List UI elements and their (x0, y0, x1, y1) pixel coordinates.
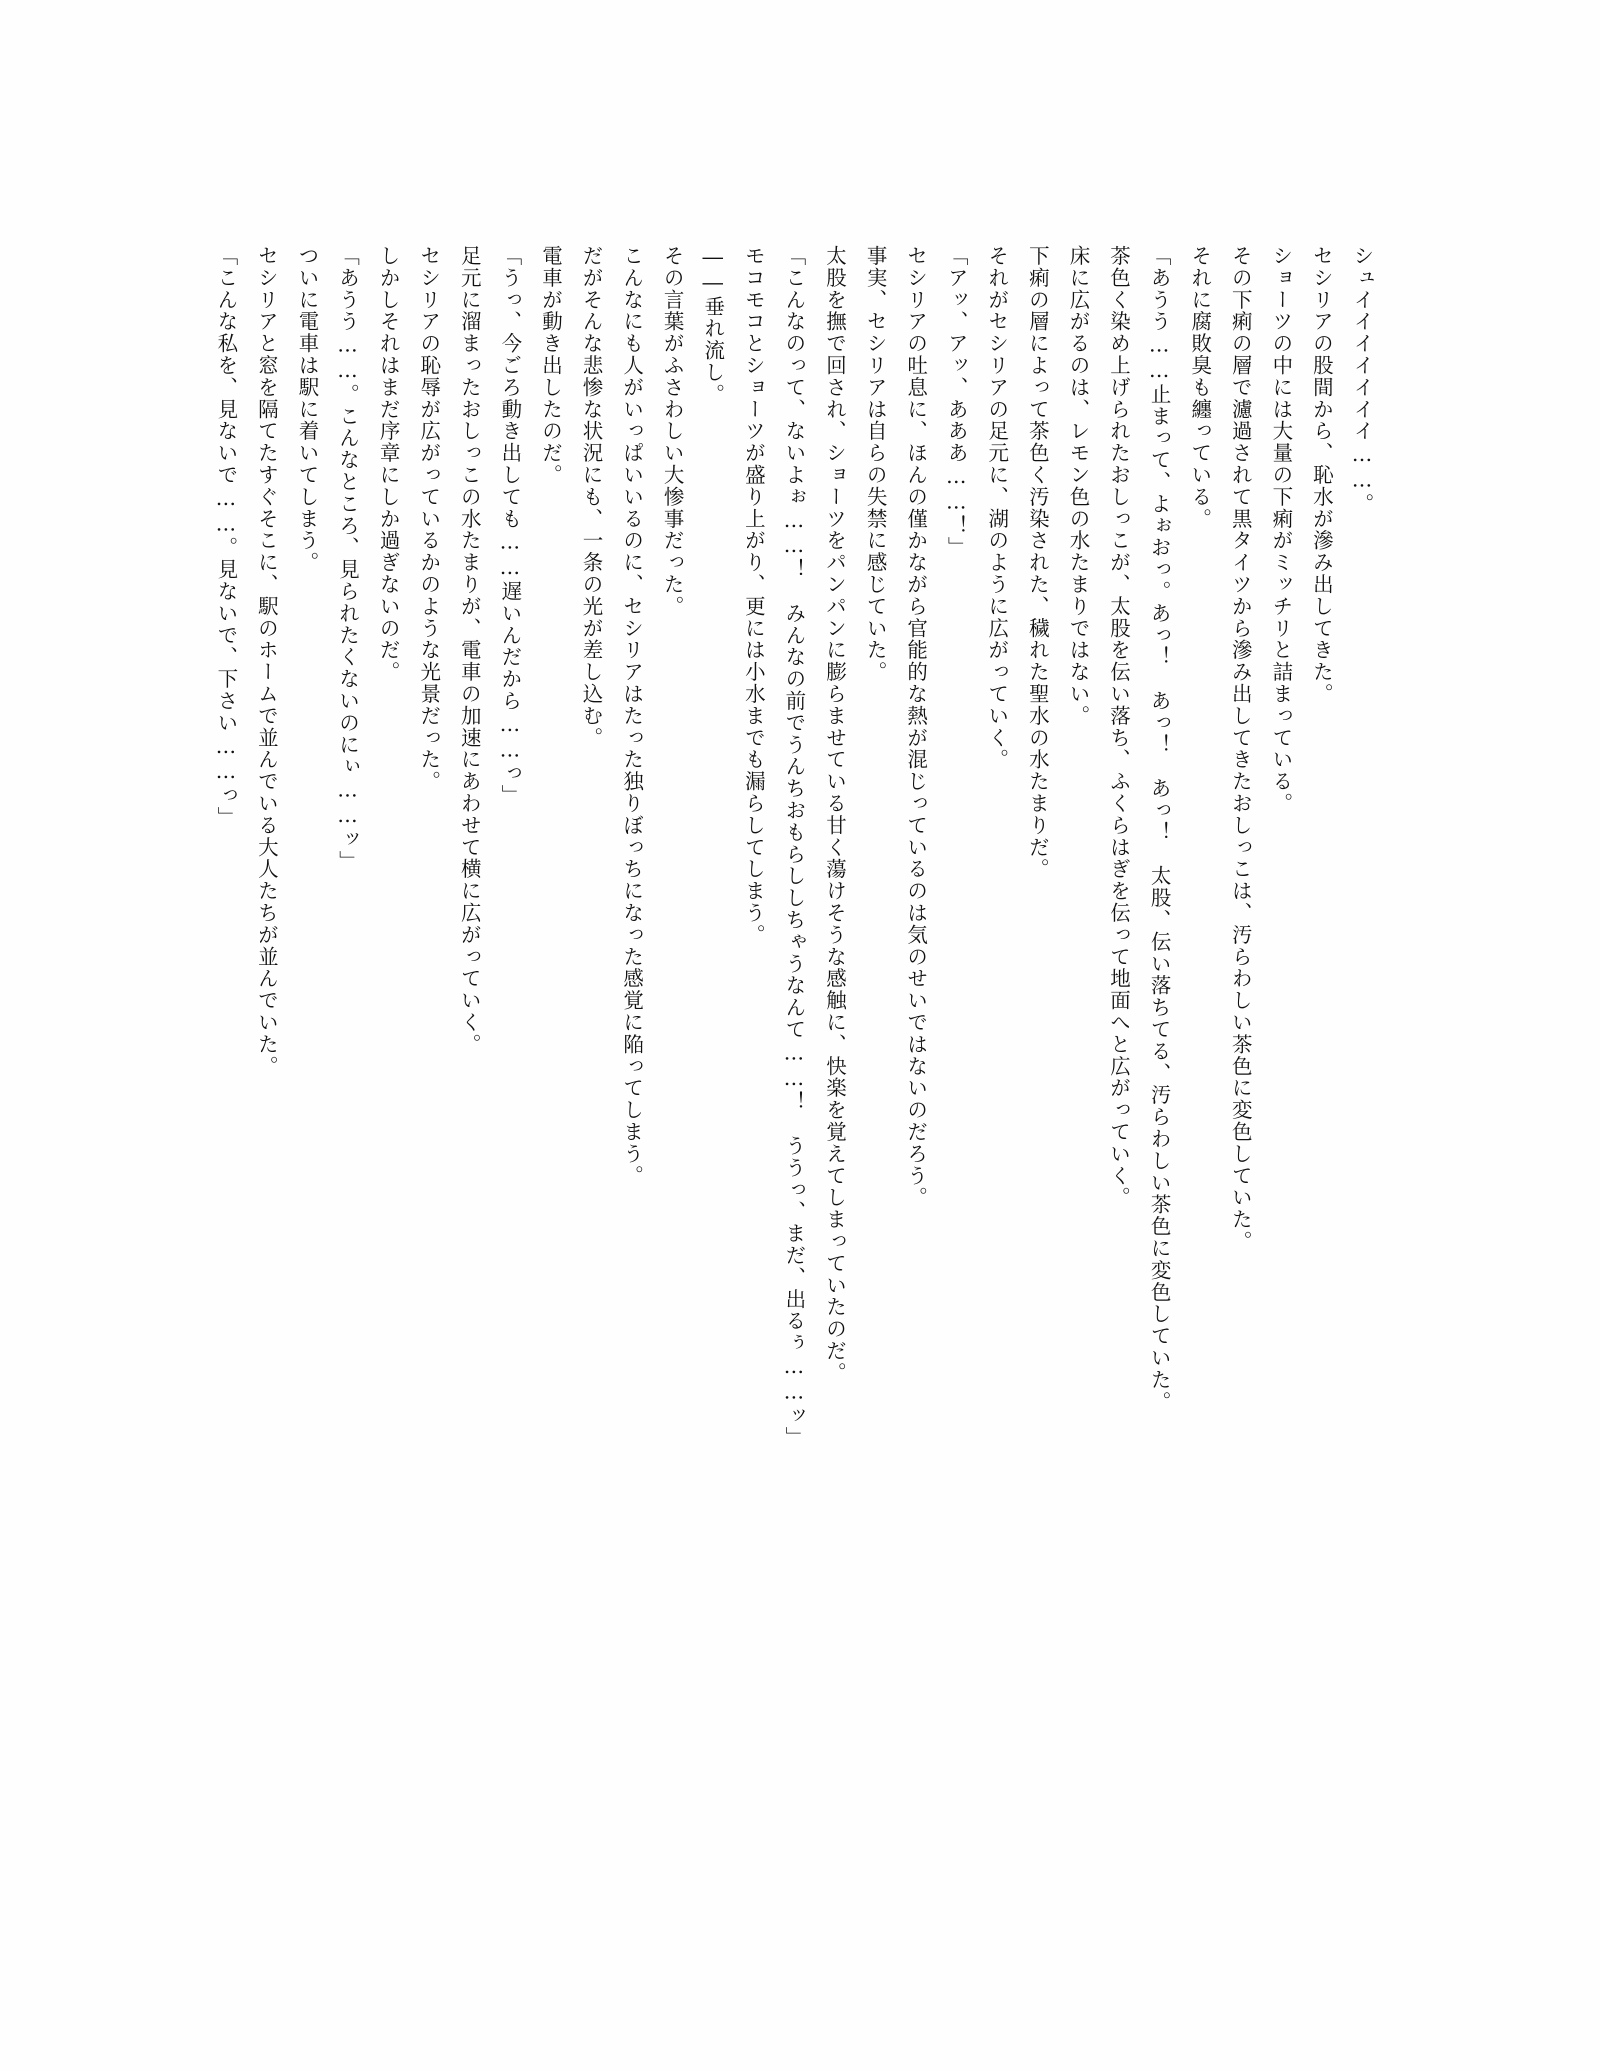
text-line: 「こんなのって、ないよぉ……！ みんなの前でうんちおもらししちゃうなんて……！ ううっ、まだ、出るぅ……ッ」 (781, 245, 806, 1449)
text-line: その下痢の層で濾過されて黒タイツから滲み出してきたおしっこは、汚らわしい茶色に変色していた。 (1228, 245, 1253, 1253)
text-line: セシリアの恥辱が広がっているかのような光景だった。 (416, 245, 441, 793)
text-line: 下痢の層によって茶色く汚染された、穢れた聖水の水たまりだ。 (1025, 245, 1050, 881)
text-line: 「うっ、今ごろ動き出しても……遅いんだから……っ」 (497, 245, 522, 807)
text-line: シュイイイイイイイ……。 (1350, 245, 1374, 515)
text-line: それがセシリアの足元に、湖のように広がっていく。 (984, 245, 1009, 771)
text-line: セシリアと窓を隔てたすぐそこに、駅のホームで並んでいる大人たちが並んでいた。 (254, 245, 279, 1078)
text-line: 床に広がるのは、レモン色の水たまりではない。 (1065, 245, 1090, 727)
text-line: 「あうう……止まって、よぉおっ。あっ！ あっ！ あっ！ 太股、伝い落ちてる、汚らわしい茶色に変色していた。 (1147, 245, 1172, 1413)
text-line: 「アッ、アッ、あああ……！」 (944, 245, 969, 559)
text-line: それに腐敗臭も纏っている。 (1187, 245, 1212, 530)
text-line: 太股を撫で回され、ショーツをパンパンに膨らませている甘く蕩けそうな感触に、快楽を覚えてしまっていたのだ。 (822, 245, 847, 1384)
novel-body-text (205, 245, 1382, 1845)
text-line: 「こんな私を、見ないで……。見ないで、下さい……っ」 (213, 245, 238, 829)
text-line: 茶色く染め上げられたおしっこが、太股を伝い落ち、ふくらはぎを伝って地面へと広がっていく。 (1106, 245, 1131, 1209)
text-line: セシリアの吐息に、ほんの僅かながら官能的な熱が混じっているのは気のせいではないのだろう。 (903, 245, 928, 1209)
text-line: その言葉がふさわしい大惨事だった。 (660, 245, 685, 618)
text-line: ついに電車は駅に着いてしまう。 (294, 245, 319, 574)
text-line: ショーツの中には大量の下痢がミッチリと詰まっている。 (1268, 245, 1293, 815)
text-line: 足元に溜まったおしっこの水たまりが、電車の加速にあわせて横に広がっていく。 (457, 245, 482, 1056)
text-line: 事実、セシリアは自らの失禁に感じていた。 (863, 245, 888, 683)
text-line: ――垂れ流し。 (700, 245, 725, 406)
text-line: しかしそれはまだ序章にしか過ぎないのだ。 (376, 245, 401, 683)
text-line: こんなにも人がいっぱいいるのに、セシリアはたった独りぼっちになった感覚に陥ってしまう。 (619, 245, 644, 1187)
text-line: 「あうう……。こんなところ、見られたくないのにぃ……ッ」 (335, 245, 360, 873)
text-line: モコモコとショーツが盛り上がり、更には小水までも漏らしてしまう。 (741, 245, 766, 946)
text-line: 電車が動き出したのだ。 (538, 245, 563, 486)
text-line: セシリアの股間から、恥水が滲み出してきた。 (1309, 245, 1334, 705)
text-line: だがそんな悲惨な状況にも、一条の光が差し込む。 (579, 245, 604, 749)
